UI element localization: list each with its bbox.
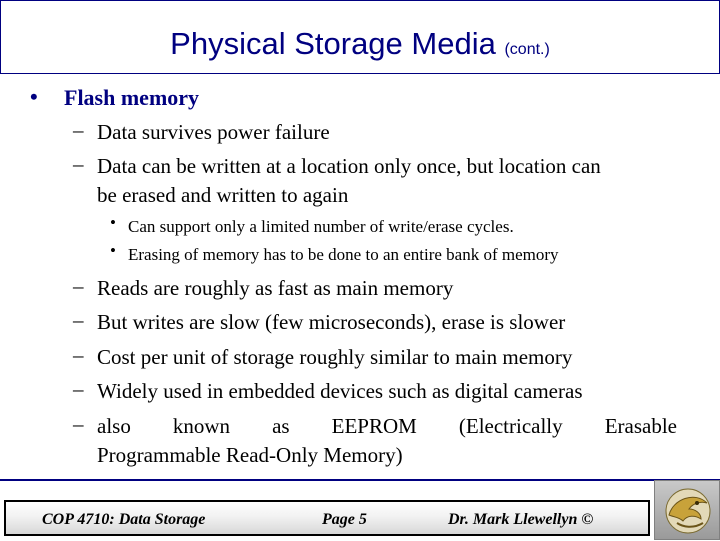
footer-author: Dr. Mark Llewellyn © <box>448 511 594 528</box>
gator-logo-icon <box>655 481 720 541</box>
eeprom-word: as <box>272 414 290 438</box>
dash-marker: – <box>73 152 84 176</box>
point-eeprom <box>97 412 677 440</box>
point-written-once: Data can be written at a location only once, but location can <box>97 154 601 178</box>
dash-marker: – <box>73 343 84 367</box>
point-cost: Cost per unit of storage roughly similar to main memory <box>97 345 573 369</box>
topic-heading: Flash memory <box>64 85 200 110</box>
dash-marker: – <box>73 308 84 332</box>
sub-point-bank: Erasing of memory has to be done to an entire bank of memory <box>128 245 559 264</box>
point-written-once-cont: be erased and written to again <box>97 183 349 207</box>
dash-marker: – <box>73 118 84 142</box>
point-embedded: Widely used in embedded devices such as digital cameras <box>97 379 583 403</box>
eeprom-word: (Electrically <box>458 414 563 438</box>
point-writes-slow: But writes are slow (few microseconds), erase is slower <box>97 310 566 334</box>
eeprom-word: Erasable <box>604 414 677 438</box>
university-logo-icon <box>654 480 720 540</box>
footer-rule <box>0 479 720 481</box>
eeprom-word: EEPROM <box>331 414 417 438</box>
dash-marker: – <box>73 412 84 436</box>
point-reads-fast: Reads are roughly as fast as main memory <box>97 276 454 300</box>
eeprom-word: known <box>172 414 231 438</box>
title-suffix: (cont.) <box>504 41 550 58</box>
point-survives-power: Data survives power failure <box>97 120 330 144</box>
title-text: Physical Storage Media <box>170 26 496 61</box>
sub-point-cycles: Can support only a limited number of write/erase cycles. <box>128 217 514 236</box>
eeprom-word: also <box>97 414 131 438</box>
bullet-marker: • <box>30 84 38 109</box>
point-eeprom-cont: Programmable Read-Only Memory) <box>97 443 403 467</box>
dash-marker: – <box>73 377 84 401</box>
footer-course: COP 4710: Data Storage <box>42 511 206 528</box>
dash-marker: – <box>73 274 84 298</box>
footer-page: Page 5 <box>322 511 367 528</box>
sub-bullet-marker: • <box>110 213 116 232</box>
sub-bullet-marker: • <box>110 241 116 260</box>
